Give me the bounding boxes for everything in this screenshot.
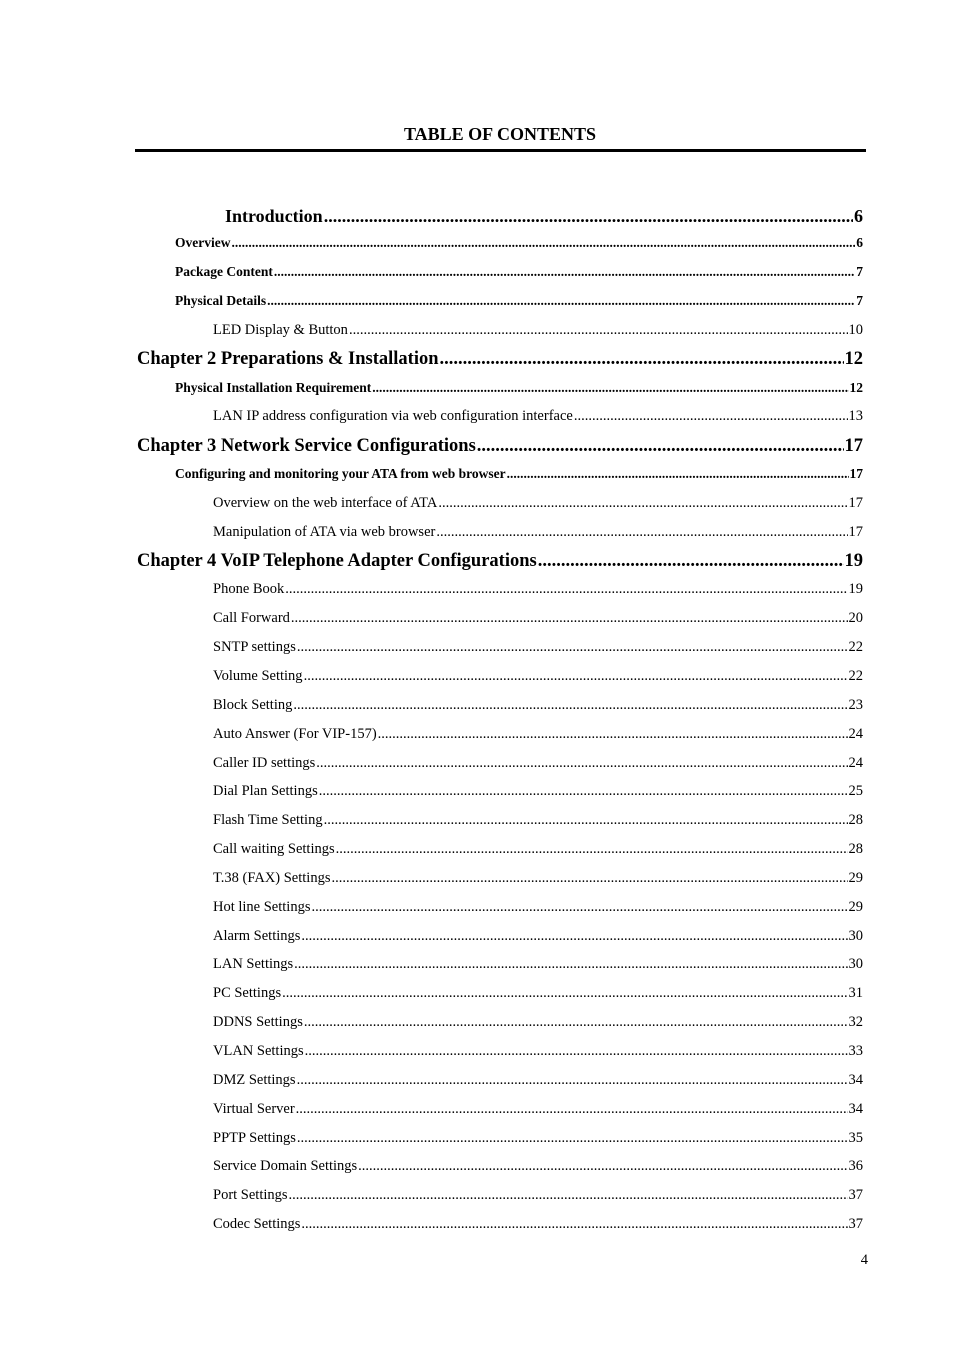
dot-leader <box>294 956 847 973</box>
toc-entry-title: Configuring and monitoring your ATA from web browser <box>175 466 506 481</box>
dot-leader <box>289 1187 848 1204</box>
dot-leader <box>291 610 848 627</box>
toc-entry-title: Alarm Settings <box>213 928 301 944</box>
toc-entry-page: 36 <box>848 1158 863 1174</box>
toc-entry[interactable] <box>213 841 863 858</box>
dot-leader <box>436 524 847 541</box>
toc-entry-page: 7 <box>856 264 863 279</box>
toc-entry-page: 7 <box>856 293 863 308</box>
toc-entry-title: Phone Book <box>213 581 285 597</box>
toc-entry-page: 34 <box>848 1072 863 1088</box>
toc-entry[interactable] <box>213 697 863 714</box>
toc-entry-page: 25 <box>848 783 863 799</box>
toc-entry-title: VLAN Settings <box>213 1043 304 1059</box>
toc-entry-page: 10 <box>848 322 863 338</box>
dot-leader <box>274 264 855 280</box>
toc-entry-title: Physical Installation Requirement <box>175 380 372 395</box>
toc-entry[interactable] <box>213 1187 863 1204</box>
toc-entry-title: Flash Time Setting <box>213 812 323 828</box>
toc-entry[interactable] <box>213 1158 863 1175</box>
toc-entry-title: Package Content <box>175 264 273 279</box>
dot-leader <box>319 783 848 800</box>
dot-leader <box>316 755 847 772</box>
toc-entry-title: Port Settings <box>213 1187 288 1203</box>
toc-entry-title: DDNS Settings <box>213 1014 303 1030</box>
toc-entry-title: Manipulation of ATA via web browser <box>213 524 436 540</box>
toc-entry-page: 30 <box>848 956 863 972</box>
toc-entry[interactable] <box>137 436 863 457</box>
toc-entry-page: 19 <box>848 581 863 597</box>
dot-leader <box>296 1101 848 1118</box>
toc-entry[interactable] <box>213 726 863 743</box>
toc-entry-title: Auto Answer (For VIP-157) <box>213 726 377 742</box>
toc-entry[interactable] <box>175 293 863 309</box>
toc-entry-page: 28 <box>848 841 863 857</box>
dot-leader <box>538 551 844 572</box>
toc-entry-title: Overview on the web interface of ATA <box>213 495 438 511</box>
toc-entry-page: 37 <box>848 1216 863 1232</box>
toc-entry[interactable] <box>213 899 863 916</box>
page-number: 4 <box>860 1252 868 1268</box>
dot-leader <box>372 380 848 396</box>
toc-entry-page: 20 <box>848 610 863 626</box>
toc-entry-page: 30 <box>848 928 863 944</box>
toc-entry-title: Volume Setting <box>213 668 303 684</box>
toc-entry-title: LED Display & Button <box>213 322 348 338</box>
toc-entry[interactable] <box>213 408 863 425</box>
toc-entry-page: 23 <box>848 697 863 713</box>
dot-leader <box>301 1216 847 1233</box>
toc-entry[interactable] <box>175 235 863 251</box>
toc-entry-title: Hot line Settings <box>213 899 311 915</box>
toc-entry-page: 17 <box>848 495 863 511</box>
toc-entry[interactable] <box>213 928 863 945</box>
toc-entry-page: 13 <box>848 408 863 424</box>
dot-leader <box>336 841 848 858</box>
toc-entry-page: 22 <box>848 668 863 684</box>
toc-entry[interactable] <box>213 1101 863 1118</box>
toc-entry-page: 6 <box>856 235 863 250</box>
toc-entry[interactable] <box>175 264 863 280</box>
toc-entry-page: 12 <box>844 349 863 369</box>
toc-entry-page: 31 <box>848 985 863 1001</box>
toc-entry[interactable] <box>213 985 863 1002</box>
toc-entry-title: Caller ID settings <box>213 755 316 771</box>
dot-leader <box>305 1043 848 1060</box>
toc-entry-title: LAN Settings <box>213 956 294 972</box>
toc-entry-title: SNTP settings <box>213 639 296 655</box>
dot-leader <box>440 349 844 370</box>
toc-entry-title: Codec Settings <box>213 1216 301 1232</box>
toc-entry[interactable] <box>213 812 863 829</box>
toc-entry-page: 17 <box>848 524 863 540</box>
dot-leader <box>267 293 855 309</box>
toc-entry-page: 19 <box>844 551 863 571</box>
dot-leader <box>285 581 847 598</box>
toc-entry-page: 24 <box>848 726 863 742</box>
toc-entry-page: 6 <box>854 206 863 226</box>
toc-entry-title: Introduction <box>225 206 323 226</box>
toc-entry[interactable] <box>213 668 863 685</box>
toc-entry[interactable] <box>213 322 863 339</box>
toc-entry-title: LAN IP address configuration via web configuration interface <box>213 408 573 424</box>
toc-entry-title: Call Forward <box>213 610 290 626</box>
dot-leader <box>324 206 853 227</box>
toc-entry-page: 22 <box>848 639 863 655</box>
dot-leader <box>231 235 855 251</box>
toc-entry-title: Chapter 2 Preparations & Installation <box>137 349 439 369</box>
toc-entry-page: 17 <box>844 436 863 456</box>
dot-leader <box>282 985 847 1002</box>
dot-leader <box>293 697 847 714</box>
toc-entry-page: 34 <box>848 1101 863 1117</box>
toc-entry-page: 32 <box>848 1014 863 1030</box>
dot-leader <box>349 322 848 339</box>
toc-entry-page: 37 <box>848 1187 863 1203</box>
toc-entry[interactable] <box>213 956 863 973</box>
toc-entry[interactable] <box>213 610 863 627</box>
dot-leader <box>477 436 844 457</box>
dot-leader <box>311 899 847 916</box>
toc-entry[interactable] <box>213 1072 863 1089</box>
toc-entry-page: 33 <box>848 1043 863 1059</box>
dot-leader <box>331 870 847 887</box>
dot-leader <box>378 726 848 743</box>
dot-leader <box>507 466 849 482</box>
toc-entry-title: PPTP Settings <box>213 1130 296 1146</box>
toc-entry[interactable] <box>225 206 863 227</box>
toc-entry-title: Chapter 4 VoIP Telephone Adapter Configurations <box>137 551 537 571</box>
dot-leader <box>358 1158 847 1175</box>
dot-leader <box>574 408 848 425</box>
dot-leader <box>304 668 848 685</box>
toc-entry[interactable] <box>213 870 863 887</box>
toc-entry[interactable] <box>213 524 863 541</box>
toc-entry-title: T.38 (FAX) Settings <box>213 870 331 886</box>
toc-entry[interactable] <box>175 380 863 396</box>
page-title: TABLE OF CONTENTS <box>403 124 597 144</box>
toc-entry[interactable] <box>175 466 863 482</box>
toc-entry-page: 24 <box>848 755 863 771</box>
toc-entry-title: DMZ Settings <box>213 1072 296 1088</box>
dot-leader <box>324 812 848 829</box>
toc-entry-page: 28 <box>848 812 863 828</box>
toc-entry[interactable] <box>137 551 863 572</box>
toc-entry-title: Call waiting Settings <box>213 841 335 857</box>
dot-leader <box>301 928 847 945</box>
toc-entry-title: Chapter 3 Network Service Configurations <box>137 436 476 456</box>
toc-entry-title: Service Domain Settings <box>213 1158 358 1174</box>
dot-leader <box>304 1014 848 1031</box>
toc-entry-page: 12 <box>849 380 863 395</box>
toc-entry-title: Block Setting <box>213 697 293 713</box>
toc-entry-title: Virtual Server <box>213 1101 295 1117</box>
toc-entry-page: 35 <box>848 1130 863 1146</box>
toc-entry[interactable] <box>213 1014 863 1031</box>
dot-leader <box>297 1130 848 1147</box>
toc-entry-title: PC Settings <box>213 985 282 1001</box>
toc-entry[interactable] <box>213 581 863 598</box>
dot-leader <box>297 639 848 656</box>
toc-entry-title: Physical Details <box>175 293 267 308</box>
toc-entry-page: 29 <box>848 870 863 886</box>
toc-entry[interactable] <box>213 1216 863 1233</box>
toc-entry-title: Dial Plan Settings <box>213 783 318 799</box>
toc-entry[interactable] <box>213 639 863 656</box>
toc-entry[interactable] <box>213 1043 863 1060</box>
toc-entry-title: Overview <box>175 235 231 250</box>
toc-entry[interactable] <box>213 783 863 800</box>
toc-entry[interactable] <box>137 349 863 370</box>
dot-leader <box>438 495 847 512</box>
toc-entry[interactable] <box>213 755 863 772</box>
toc-entry[interactable] <box>213 1130 863 1147</box>
toc-entry[interactable] <box>213 495 863 512</box>
toc-entry-page: 29 <box>848 899 863 915</box>
toc-entry-page: 17 <box>849 466 863 481</box>
dot-leader <box>297 1072 848 1089</box>
